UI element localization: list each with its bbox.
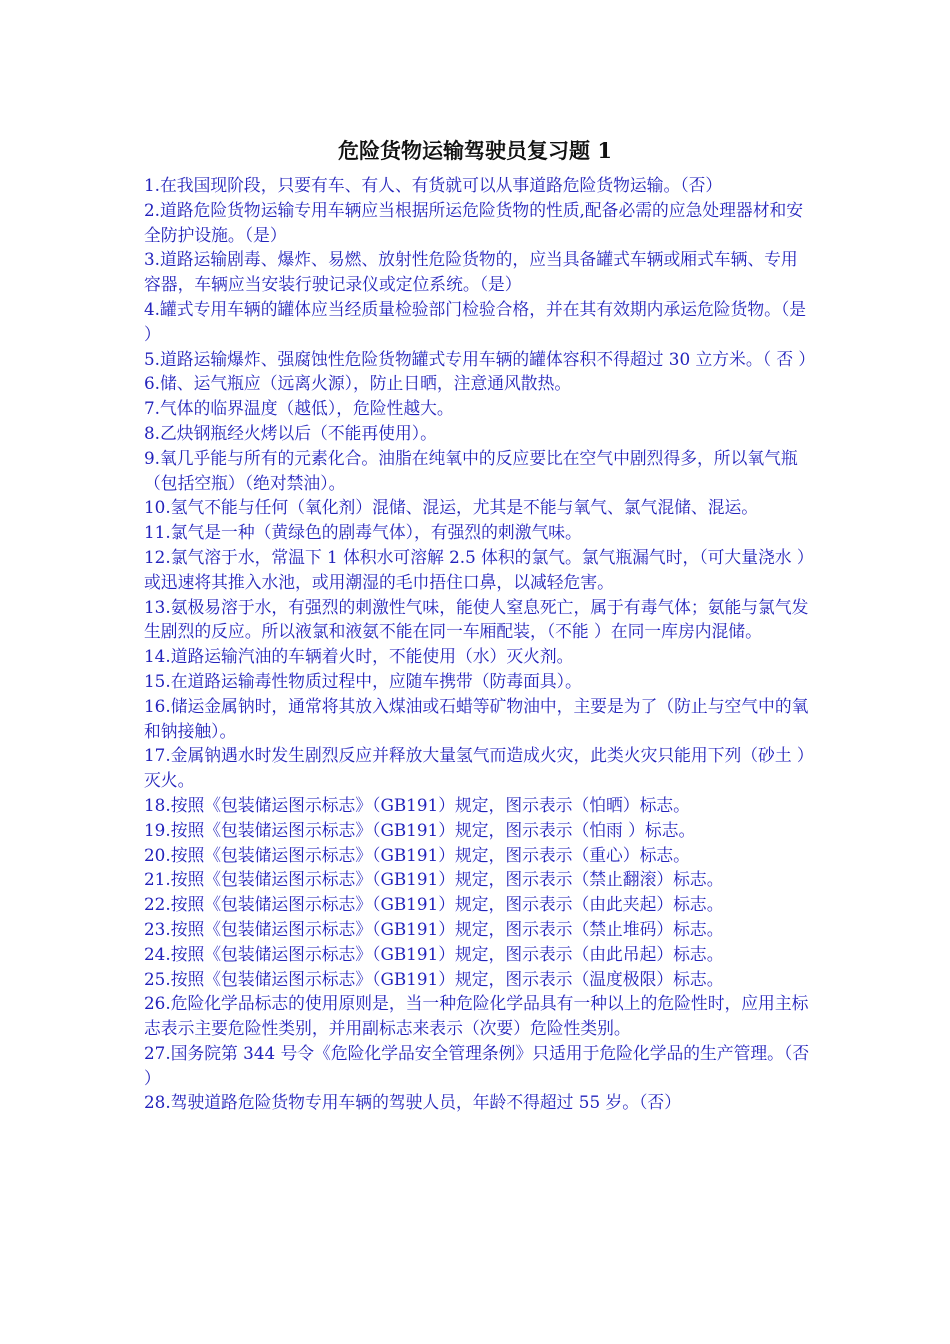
question-item: 7.气体的临界温度（越低），危险性越大。 (144, 398, 454, 419)
question-item: 21.按照《包装储运图示标志》（GB191）规定，图示表示（禁止翻滚）标志。 (144, 869, 724, 890)
question-item: 28.驾驶道路危险货物专用车辆的驾驶人员，年龄不得超过 55 岁。（否） (144, 1092, 681, 1113)
question-item: 22.按照《包装储运图示标志》（GB191）规定，图示表示（由此夹起）标志。 (144, 894, 724, 915)
question-item: 25.按照《包装储运图示标志》（GB191）规定，图示表示（温度极限）标志。 (144, 968, 724, 989)
question-item: 11.氯气是一种（黄绿色的剧毒气体），有强烈的刺激气味。 (144, 522, 582, 543)
question-item: 14.道路运输汽油的车辆着火时，不能使用（水）灭火剂。 (144, 646, 574, 667)
question-item: 2.道路危险货物运输专用车辆应当根据所运危险货物的性质,配备必需的应急处理器材和安全防护设施。（是） (144, 199, 804, 245)
question-item: 12.氯气溶于水，常温下 1 体积水可溶解 2.5 体积的氯气。氯气瓶漏气时，（可大量浇水 ）或迅速将其推入水池，或用潮湿的毛巾捂住口鼻，以减轻危害。 (144, 546, 814, 592)
question-item: 19.按照《包装储运图示标志》（GB191）规定，图示表示（怕雨 ）标志。 (144, 819, 696, 840)
question-item: 9.氧几乎能与所有的元素化合。油脂在纯氧中的反应要比在空气中剧烈得多，所以氧气瓶（包括空瓶）（绝对禁油）。 (144, 447, 798, 493)
question-item: 4.罐式专用车辆的罐体应当经质量检验部门检验合格，并在其有效期内承运危险货物。（是 ） (144, 298, 807, 344)
question-item: 3.道路运输剧毒、爆炸、易燃、放射性危险货物的，应当具备罐式车辆或厢式车辆、专用容器，车辆应当安装行驶记录仪或定位系统。（是） (144, 249, 798, 295)
page-title: 危险货物运输驾驶员复习题 1 (338, 138, 612, 163)
question-item: 23.按照《包装储运图示标志》（GB191）规定，图示表示（禁止堆码）标志。 (144, 918, 724, 939)
question-item: 13.氨极易溶于水，有强烈的刺激性气味，能使人窒息死亡，属于有毒气体；氨能与氯气发生剧烈的反应。所以液氯和液氨不能在同一车厢配装，（不能 ）在同一库房内混储。 (144, 596, 809, 642)
question-item: 27.国务院第 344 号令《危险化学品安全管理条例》只适用于危险化学品的生产管理。（否 ） (144, 1042, 810, 1088)
question-item: 10.氢气不能与任何（氧化剂）混储、混运，尤其是不能与氧气、氯气混储、混运。 (144, 497, 759, 518)
question-item: 1.在我国现阶段，只要有车、有人、有货就可以从事道路危险货物运输。（否） (144, 175, 723, 195)
question-item: 15.在道路运输毒性物质过程中，应随车携带（防毒面具）。 (144, 670, 582, 691)
question-item: 6.储、运气瓶应（远离火源），防止日晒，注意通风散热。 (144, 373, 572, 394)
question-item: 5.道路运输爆炸、强腐蚀性危险货物罐式专用车辆的罐体容积不得超过 30 立方米。（ 否 ） (144, 348, 816, 369)
question-list (144, 173, 814, 1115)
question-item: 8.乙炔钢瓶经火烤以后（不能再使用）。 (144, 422, 437, 443)
question-item: 20.按照《包装储运图示标志》（GB191）规定，图示表示（重心）标志。 (144, 844, 690, 865)
question-item: 17.金属钠遇水时发生剧烈反应并释放大量氢气而造成火灾，此类火灾只能用下列（砂土 ）灭火。 (144, 745, 814, 791)
question-item: 24.按照《包装储运图示标志》（GB191）规定，图示表示（由此吊起）标志。 (144, 943, 724, 964)
question-item: 16.储运金属钠时，通常将其放入煤油或石蜡等矿物油中，主要是为了（防止与空气中的氧和钠接触）。 (144, 695, 809, 741)
question-item: 26.危险化学品标志的使用原则是，当一种危险化学品具有一种以上的危险性时，应用主标志表示主要危险性类别，并用副标志来表示（次要）危险性类别。 (144, 993, 809, 1039)
question-item: 18.按照《包装储运图示标志》（GB191）规定，图示表示（怕晒）标志。 (144, 794, 690, 815)
